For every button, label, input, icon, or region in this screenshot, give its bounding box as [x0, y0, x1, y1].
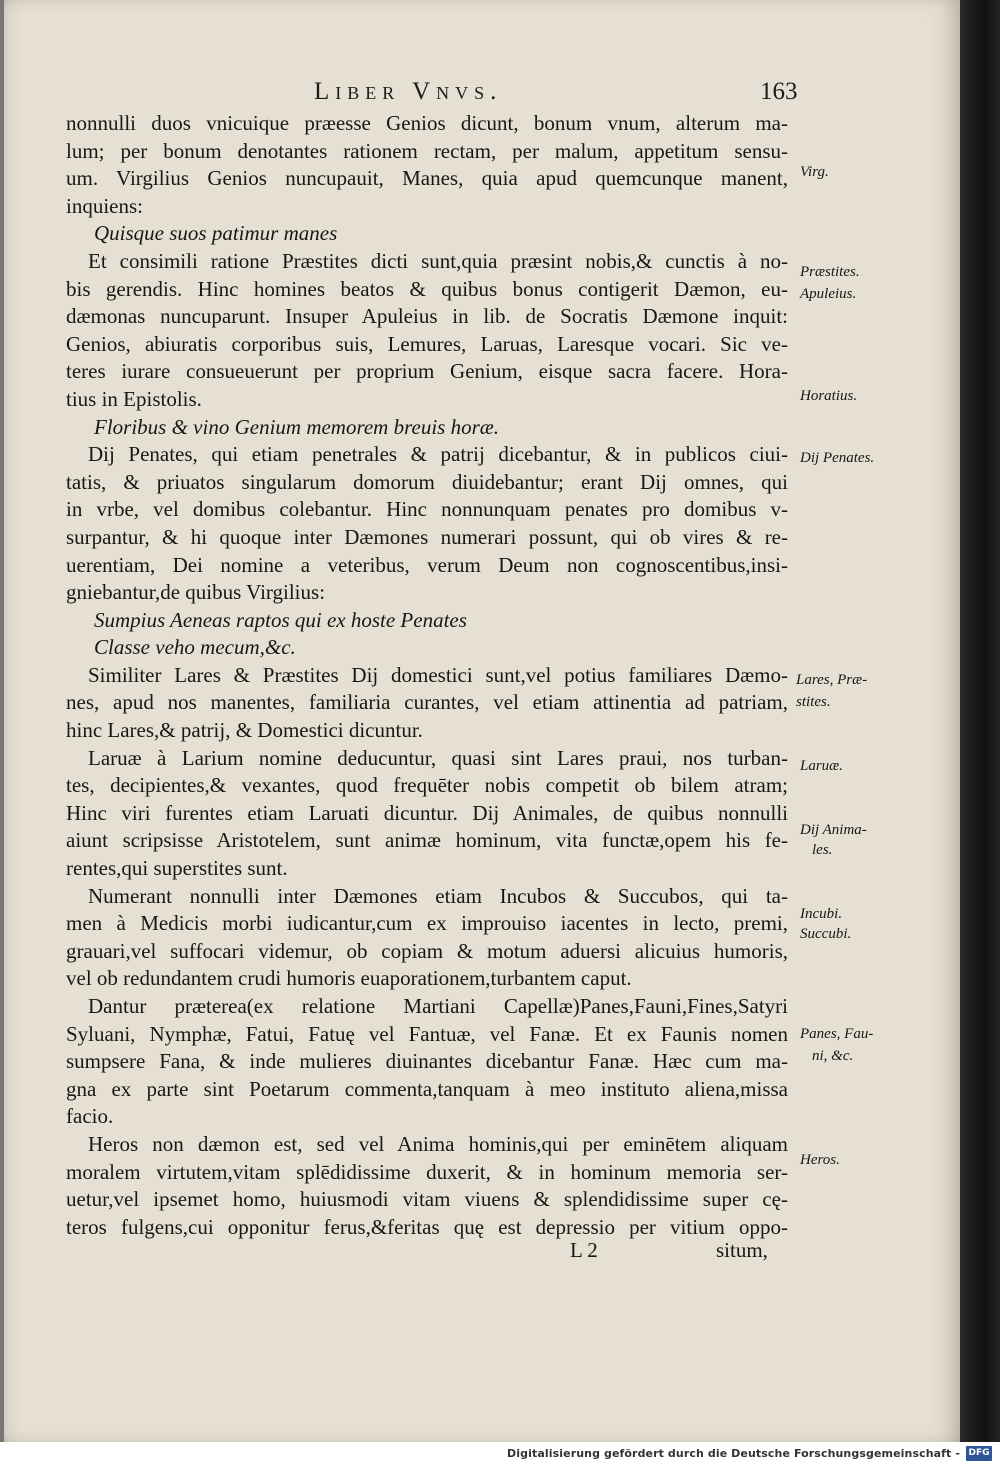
text-line: Dij Penates, qui etiam penetrales & patrij dicebantur, & in publicos ciui-: [88, 442, 788, 467]
text-line: facio.: [66, 1104, 114, 1129]
verse-quote: Sumpius Aeneas raptos qui ex hoste Penates: [94, 607, 467, 632]
margin-note-dij-animales: Dij Anima-: [800, 822, 867, 838]
text-line: Laruæ à Larium nomine deducuntur, quasi sint Lares praui, nos turban-: [88, 745, 788, 770]
running-header: Liber Vnvs.: [314, 78, 503, 105]
text-line: men à Medicis morbi iudicantur,cum ex improuiso iacentes in lecto, premi,: [66, 911, 788, 936]
text-line: inquiens:: [66, 193, 143, 218]
credit-bar: [0, 1442, 1000, 1468]
text-line: in vrbe, vel domibus colebantur. Hinc nonnunquam penates pro domibus v-: [66, 497, 788, 522]
text-line: dæmonas nuncuparunt. Insuper Apuleius in lib. de Socratis Dæmone inquit:: [66, 304, 788, 329]
text-line: moralem virtutem,vitam splēdidissime duxerit, & in hominum memoria ser-: [66, 1159, 788, 1184]
catchword: situm,: [716, 1238, 768, 1262]
text-line: grauari,vel suffocari videmur, ob copiam & motum aduersi alicuius humoris,: [66, 938, 788, 963]
margin-note-lares: Lares, Præ-: [796, 672, 868, 688]
margin-note-dij-animales-cont: les.: [812, 842, 833, 858]
text-line: lum; per bonum denotantes rationem rectam, per malum, appetitum sensu-: [66, 138, 788, 163]
text-line: aiunt scripsisse Aristotelem, sunt animæ hominum, vita functæ,opem his fe-: [66, 828, 788, 853]
credit-text: Digitalisierung gefördert durch die Deutsche Forschungsgemeinschaft -: [507, 1447, 960, 1460]
text-line: Similiter Lares & Præstites Dij domestici sunt,vel potius familiares Dæmo-: [88, 662, 788, 687]
text-line: nes, apud nos manentes, familiaria curantes, vel etiam attinentia ad patriam,: [66, 690, 788, 715]
text-line: Dantur præterea(ex relatione Martiani Capellæ)Panes,Fauni,Fines,Satyri: [88, 994, 788, 1018]
text-line: Heros non dæmon est, sed vel Anima hominis,qui per eminētem aliquam: [88, 1131, 788, 1156]
scan-background-edge: [960, 0, 1000, 1442]
margin-note-panes-cont: ni, &c.: [812, 1048, 854, 1064]
verse-quote: Classe veho mecum,&c.: [94, 635, 296, 660]
text-line: Hinc viri furentes etiam Laruati dicuntur. Dij Animales, de quibus nonnulli: [66, 800, 788, 825]
body-text: [66, 110, 788, 1241]
margin-note-apuleius: Apuleius.: [800, 286, 857, 302]
margin-note-horatius: Horatius.: [800, 388, 858, 404]
text-line: sumpsere Fana, & inde mulieres diuinantes dicebantur Fanæ. Hæc cum ma-: [66, 1049, 788, 1074]
text-line: nonnulli duos vnicuique præesse Genios dicunt, bonum vnum, alterum ma-: [66, 111, 788, 135]
text-line: tes, decipientes,& vexantes, quod frequēter nobis competit ob bilem atram;: [66, 773, 788, 798]
verse-quote: Floribus & vino Genium memorem breuis horæ.: [94, 414, 499, 439]
dfg-logo-icon: DFG: [966, 1446, 992, 1461]
signature-mark: L 2: [570, 1238, 598, 1262]
text-line: gna ex parte sint Poetarum commenta,tanquam à meo instituto aliena,missa: [66, 1076, 788, 1101]
text-line: uetur,vel ipsemet homo, huiusmodi vitam viuens & splendidissime super cę-: [66, 1187, 788, 1212]
text-line: Numerant nonnulli inter Dæmones etiam Incubos & Succubos, qui ta-: [88, 883, 788, 908]
margin-note-heros: Heros.: [800, 1152, 840, 1168]
margin-note-praestites: Præstites.: [800, 264, 860, 280]
text-line: gniebantur,de quibus Virgilius:: [66, 580, 326, 605]
margin-note-succubi: Succubi.: [800, 926, 852, 942]
text-line: tatis, & priuatos singularum domorum diuidebantur; erant Dij omnes, qui: [66, 469, 788, 494]
text-line: Genios, abiuratis corporibus suis, Lemures, Laruas, Laresque vocari. Sic ve-: [66, 331, 788, 356]
text-line: tius in Epistolis.: [66, 386, 202, 411]
margin-note-incubi: Incubi.: [800, 906, 843, 922]
text-line: teres iurare consueuerunt per proprium Genium, eisque sacra facere. Hora-: [66, 359, 788, 384]
page-number: 163: [760, 78, 798, 105]
book-page: [4, 0, 960, 1442]
text-line: Et consimili ratione Præstites dicti sunt,quia præsint nobis,& cunctis à no-: [88, 248, 788, 273]
text-line: Syluani, Nymphæ, Fatui, Fatuę vel Fantuæ, vel Fanæ. Et ex Faunis nomen: [66, 1021, 788, 1046]
text-line: uerentiam, Dei nomine a veteribus, verum Deum non cognoscentibus,insi-: [66, 552, 788, 577]
text-line: um. Virgilius Genios nuncupauit, Manes, quia apud quemcunque manent,: [66, 166, 788, 191]
margin-note-virg: Virg.: [800, 164, 829, 180]
text-line: rentes,qui superstites sunt.: [66, 856, 288, 881]
margin-note-panes: Panes, Fau-: [800, 1026, 874, 1042]
text-line: teros fulgens,cui opponitur ferus,&feritas quę est depressio per vitium oppo-: [66, 1214, 788, 1239]
margin-note-laruae: Laruæ.: [800, 758, 843, 774]
verse-quote: Quisque suos patimur manes: [94, 221, 338, 246]
text-line: vel ob redundantem crudi humoris euaporationem,turbantem caput.: [66, 966, 632, 991]
text-line: hinc Lares,& patrij, & Domestici dicuntur.: [66, 718, 423, 743]
text-line: bis gerendis. Hinc homines beatos & quibus bonus contigerit Dæmon, eu-: [66, 276, 788, 301]
text-line: surpantur, & hi quoque inter Dæmones numerari possunt, qui ob vires & re-: [66, 524, 788, 549]
margin-note-lares-cont: stites.: [796, 694, 831, 710]
margin-note-dij-penates: Dij Penates.: [800, 450, 875, 466]
